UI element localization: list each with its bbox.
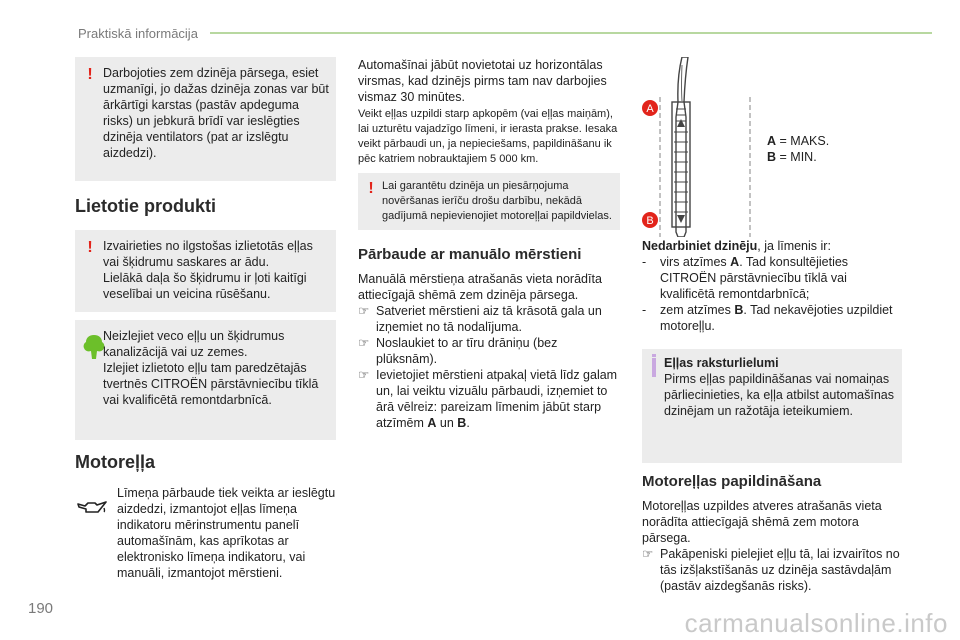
page-number: 190 [28,600,54,617]
list-item: ☞ Ievietojiet mērstieni atpakaļ vietā līdz galam un, lai veiktu vizuālu pārbaudi, izņemiet to ārā vēlreiz: pareizam līmenim jābūt starp atzīmēm A un B. [358,368,618,430]
eco-text: Neizlejiet veco eļļu un šķidrumus kanalizācijā vai uz zemes. Izlejiet izlietoto eļļu tam paredzētajās tvertnēs CITROËN pārstāvniecību tīklā vai kvalificētā remontdarbnīcā. [103,329,319,407]
warning-icon: ! [87,66,93,83]
warning-engine-text: Darbojoties zem dzinēja pārsega, esiet uzmanīgi, jo dažas dzinēja zonas var būt ārkārtīgi karstas (pastāv apdeguma risks) un jebkurā brīdī var ieslēgties dzinēja ventilators (pat ar izslēgtu aizdedzi). [103,66,329,160]
arrow-icon: ☞ [358,368,370,382]
dipstick-diagram [640,57,760,237]
dipstick-intro: Manuālā mērstieņa atrašanās vieta norādīta attiecīgajā shēmā zem dzinēja pārsega. [358,272,602,302]
info-text: Pirms eļļas papildināšanas vai nomaiņas pārliecinieties, ka eļļa atbilst automašīnas dzinējam un ražotāja ieteikumiem. [664,372,894,418]
arrow-icon: ☞ [358,336,370,350]
info-box [642,349,902,463]
arrow-icon: ☞ [642,547,654,561]
watermark: carmanualsonline.info [684,608,948,638]
intro-small-text: Veikt eļļas uzpildi starp apkopēm (vai eļļas maiņām), lai uzturētu vajadzīgo līmeni, ir ierasta prakse. Iesaka veikt pārbaudi un, ja nepieciešams, papildināšanu ik pēc katriem nobrauktajiem 5 000 km. [358,108,618,165]
leaf-icon [83,334,105,360]
dipstick-steps [358,303,620,431]
info-dot [652,354,656,357]
list-item: ☞ Noslaukiet to ar tīru drāniņu (bez plūksnām). [358,336,558,366]
used-products-heading: Lietotie produkti [75,196,216,216]
list-item: - zem atzīmes B. Tad nekavējoties uzpildiet motoreļļu. [642,303,893,333]
warning-skin-text: Izvairieties no ilgstošas izlietotās eļļas vai šķidrumu saskares ar ādu. Lielākā daļa šo šķidrumu ir ļoti kaitīgi veselībai un veicina rūsēšanu. [103,239,313,301]
list-item: ☞ Satveriet mērstieni aiz tā krāsotā gala un izņemiet no tā nodalījuma. [358,304,602,334]
dipstick-heading: Pārbaude ar manuālo mērstieni [358,246,582,263]
not-running-text: Nedarbiniet dzinēju, ja līmenis ir: [642,239,831,253]
warning-icon: ! [87,239,93,256]
warning-icon: ! [368,180,374,197]
info-icon [652,358,656,377]
warning-box-safety [358,173,620,230]
engine-oil-heading: Motoreļļa [75,452,156,472]
label-b: B [646,215,654,227]
refill-heading: Motoreļļas papildināšana [642,473,822,490]
section-title: Praktiskā informācija [78,26,198,41]
warning-box-engine [75,57,336,181]
header-rule [210,32,932,34]
eco-box [75,320,336,440]
list-item: - virs atzīmes A. Tad konsultējieties CITROËN pārstāvniecību tīklā vai kvalificētā remontdarbnīcā; [642,255,849,301]
label-a: A [646,103,654,115]
diagram-legend: A = MAKS. B = MIN. [767,134,830,164]
warning-safety-text: Lai garantētu dzinēja un piesārņojuma novēršanas ierīču drošu darbību, nekādā gadījumā nepievienojiet motoreļļai papildvielas. [382,180,612,222]
refill-steps [642,546,904,594]
oil-level-text: Līmeņa pārbaude tiek veikta ar ieslēgtu aizdedzi, izmantojot eļļas līmeņa indikatoru mērinstrumentu panelī automašīnām, kas aprīkotas ar elektronisko līmeņa indikatoru, vai manuāli, izmantojot mērstieni. [117,486,336,580]
warning-box-skin [75,230,336,312]
intro-text: Automašīnai jābūt novietotai uz horizontālas virsmas, kad dzinējs pirms tam nav darbojies vismaz 30 minūtes. [358,58,607,104]
level-list [642,254,904,334]
list-item: ☞ Pakāpeniski pielejiet eļļu tā, lai izvairītos no tās izšļakstīšanās uz dzinēja sastāvdaļām (pastāv aizdegšanās risks). [642,547,900,593]
oil-can-icon [77,500,107,516]
arrow-icon: ☞ [358,304,370,318]
info-title: Eļļas raksturlielumi [664,356,779,370]
refill-intro: Motoreļļas uzpildes atveres atrašanās vieta norādīta attiecīgajā shēmā zem motora pārsega. [642,499,882,545]
